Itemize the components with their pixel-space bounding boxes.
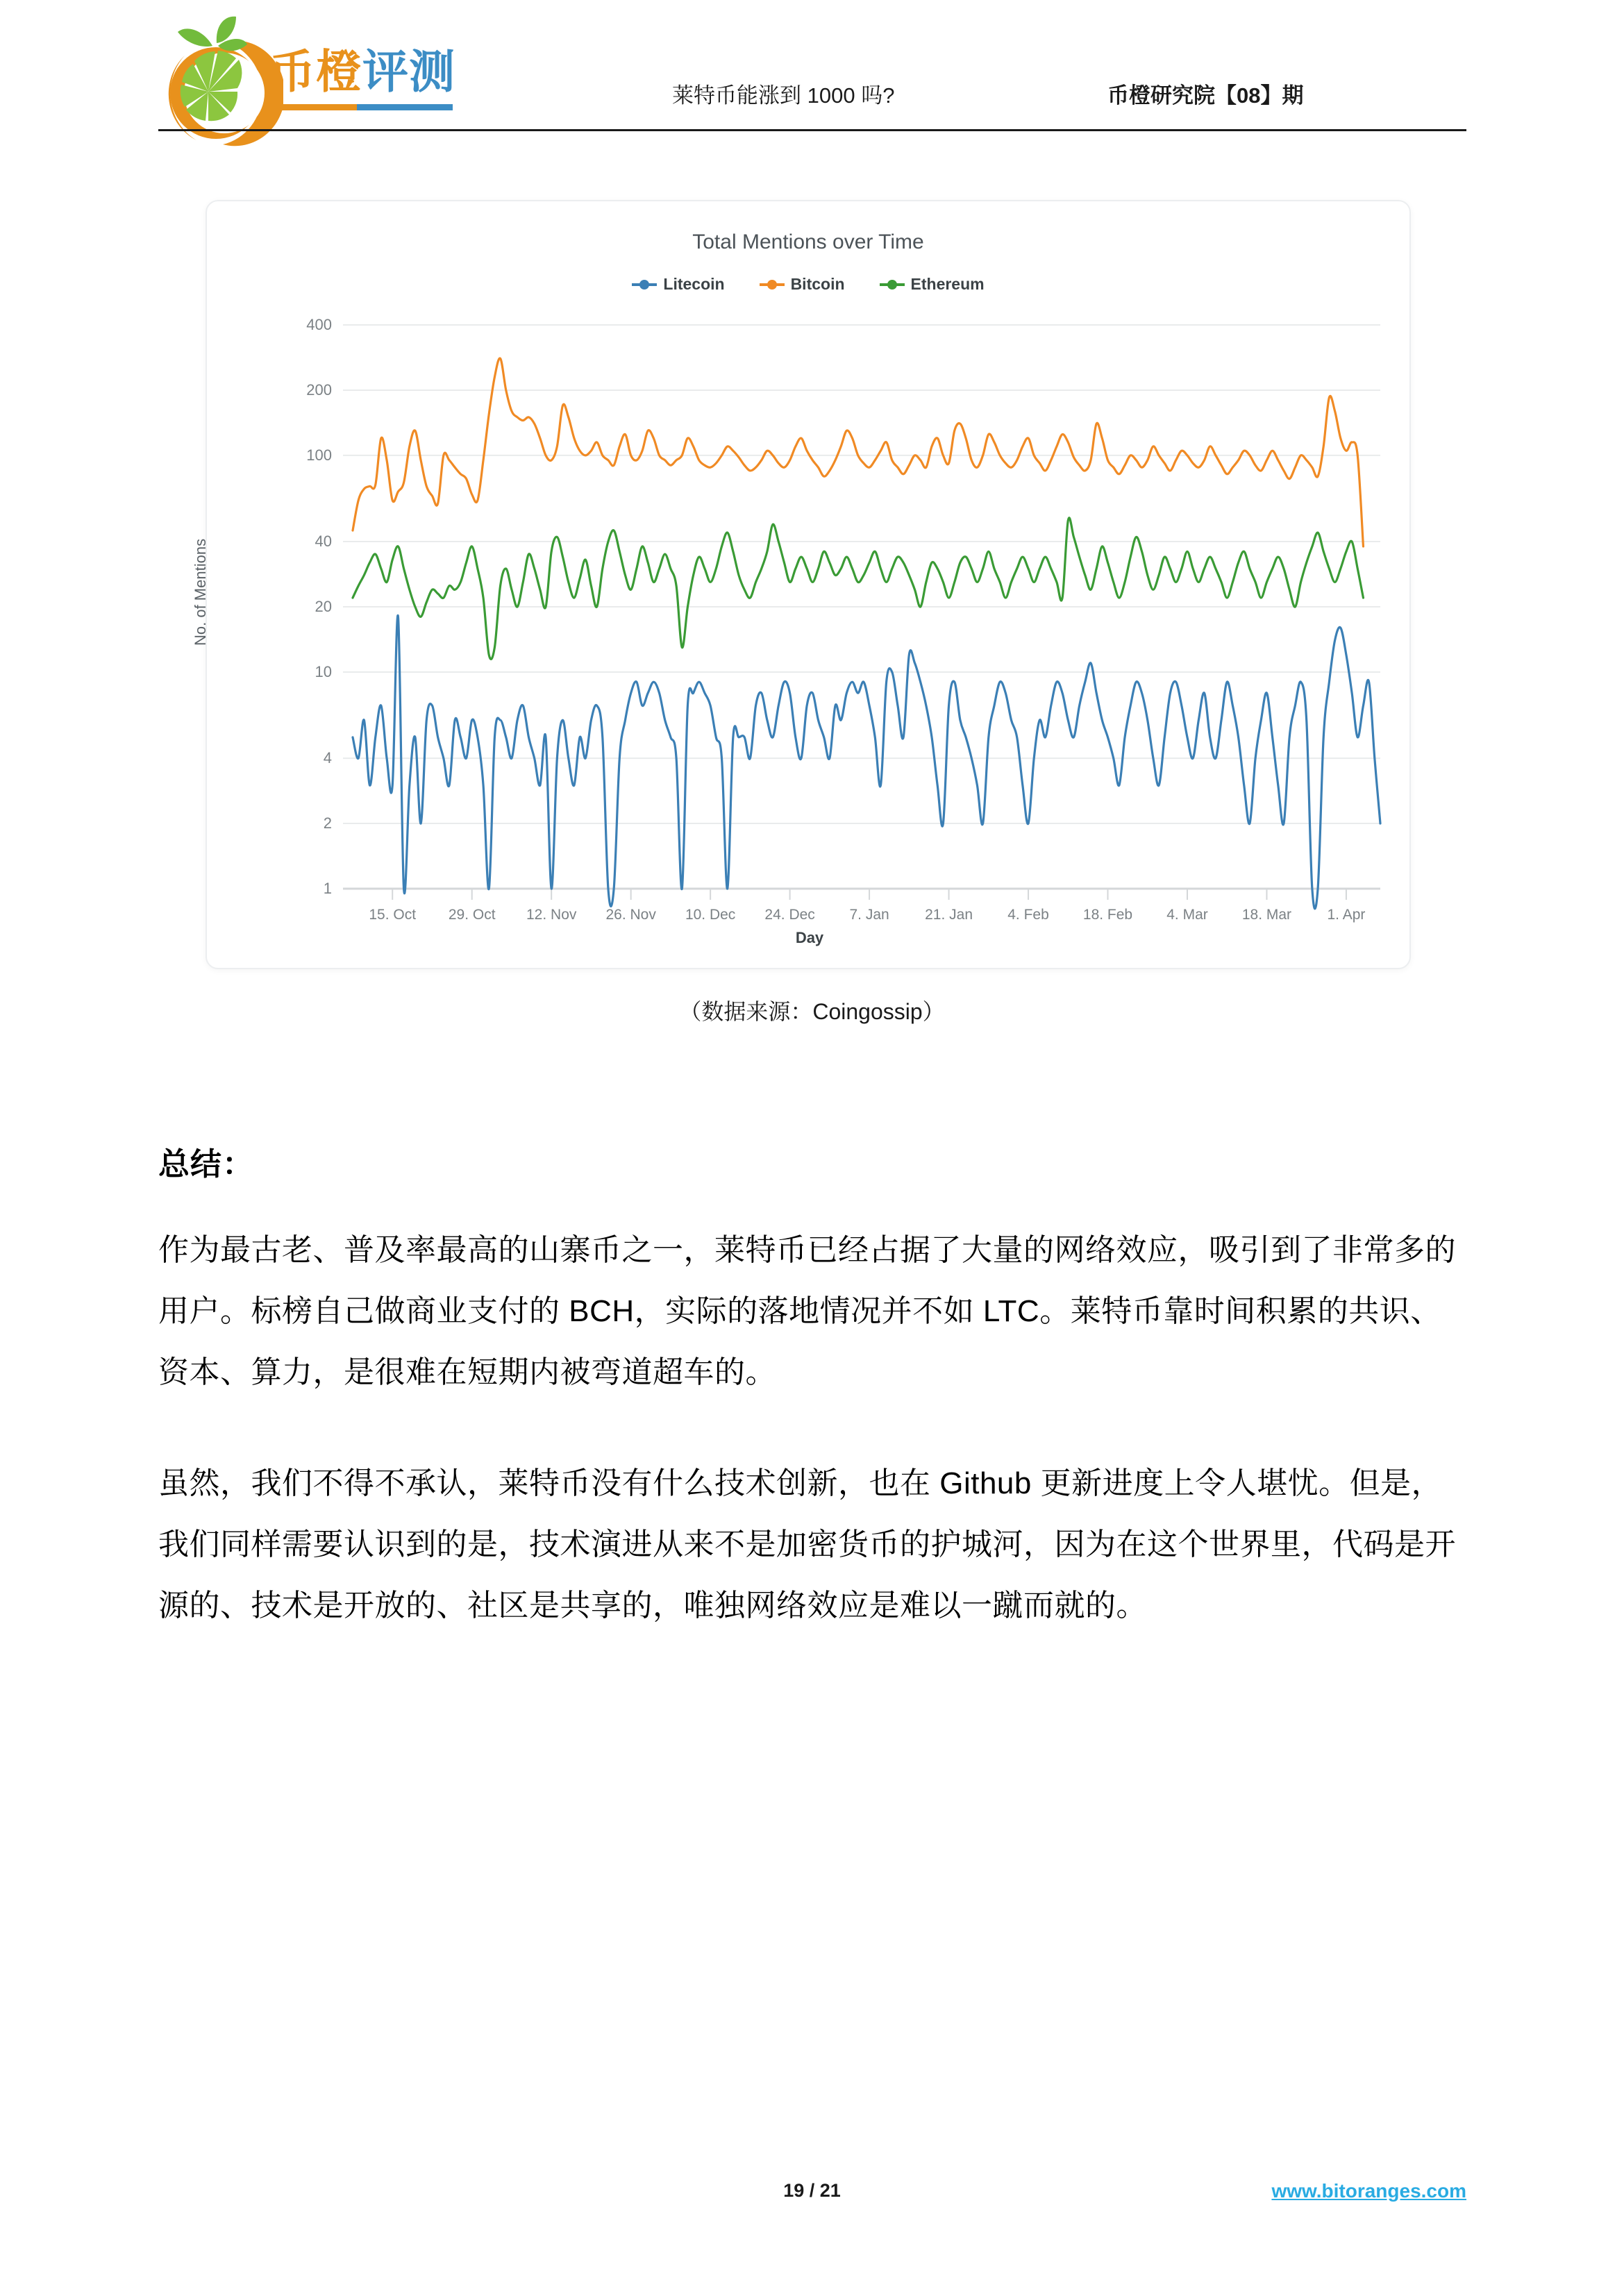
legend-label: Ethereum	[910, 275, 985, 293]
summary-heading: 总结：	[158, 1146, 255, 1182]
x-tick-label: 4. Mar	[1166, 907, 1208, 923]
y-axis-label: No. of Mentions	[192, 538, 209, 646]
chart-svg	[207, 201, 1412, 971]
wordmark-blue: 评测	[362, 46, 455, 97]
x-axis-label: Day	[795, 929, 824, 946]
wordmark-orange: 币橙	[269, 46, 362, 97]
page-header	[0, 0, 1624, 160]
y-tick-label: 1	[323, 880, 332, 897]
website-link[interactable]: www.bitoranges.com	[1271, 2180, 1466, 2202]
legend-label: Bitcoin	[790, 275, 845, 293]
header-divider	[158, 129, 1466, 131]
chart-title: Total Mentions over Time	[692, 231, 924, 253]
y-tick-label: 40	[315, 533, 332, 551]
y-tick-label: 200	[306, 380, 332, 399]
page-footer	[0, 2180, 1624, 2229]
x-tick-label: 18. Mar	[1241, 907, 1292, 923]
orange-citrus-logo-icon	[158, 15, 283, 147]
y-tick-label: 20	[315, 598, 332, 615]
page-number: 19 / 21	[783, 2180, 841, 2201]
legend-label: Litecoin	[663, 275, 725, 293]
x-tick-label: 4. Feb	[1007, 907, 1049, 923]
header-document-title: 莱特币能涨到 1000 吗?	[672, 83, 895, 108]
series-line-ethereum	[353, 518, 1363, 660]
x-tick-label: 29. Oct	[448, 907, 496, 923]
x-tick-label: 21. Jan	[925, 907, 973, 923]
x-tick-label: 26. Nov	[605, 907, 656, 923]
chart-card	[192, 200, 1411, 969]
summary-paragraph-1: 作为最古老、普及率最高的山寨币之一，莱特币已经占据了大量的网络效应，吸引到了非常多的用户。标榜自己做商业支付的 BCH，实际的落地情况并不如 LTC。莱特币靠时间积累的共识、资本、算力，是很难在短期内被弯道超车的。	[158, 1233, 1456, 1389]
y-tick-label: 4	[323, 749, 332, 767]
x-tick-label: 10. Dec	[685, 907, 736, 923]
y-tick-label: 400	[306, 316, 332, 333]
underline-blue-segment	[357, 104, 453, 110]
x-tick-label: 15. Oct	[369, 907, 417, 923]
series-line-litecoin	[353, 615, 1380, 908]
y-tick-label: 100	[306, 446, 332, 464]
brand-logo	[158, 15, 455, 147]
chart-source-caption: （数据来源：Coingossip）	[679, 999, 945, 1024]
x-tick-label: 24. Dec	[764, 907, 815, 923]
summary-paragraph-2: 虽然，我们不得不承认，莱特币没有什么技术创新，也在 Github 更新进度上令人堪忧。但是，我们同样需要认识到的是，技术演进从来不是加密货币的护城河，因为在这个世界里，代码是开源的、技术是开放的、社区是共享的，唯独网络效应是难以一蹴而就的。	[158, 1466, 1456, 1623]
article-content	[158, 1139, 1466, 1636]
paragraph-spacer	[158, 1403, 1466, 1453]
header-issue-label: 币橙研究院【08】期	[1107, 83, 1304, 108]
y-tick-label: 2	[323, 814, 332, 832]
x-tick-label: 1. Apr	[1327, 907, 1366, 923]
x-tick-label: 7. Jan	[849, 907, 889, 923]
brand-wordmark	[269, 46, 455, 97]
series-line-bitcoin	[353, 358, 1363, 546]
x-tick-label: 18. Feb	[1082, 907, 1133, 923]
x-tick-label: 12. Nov	[526, 907, 577, 923]
y-tick-label: 10	[315, 662, 332, 680]
underline-orange-segment	[271, 104, 357, 110]
chart-plot-area	[192, 201, 1412, 971]
wordmark-underline	[271, 104, 453, 110]
